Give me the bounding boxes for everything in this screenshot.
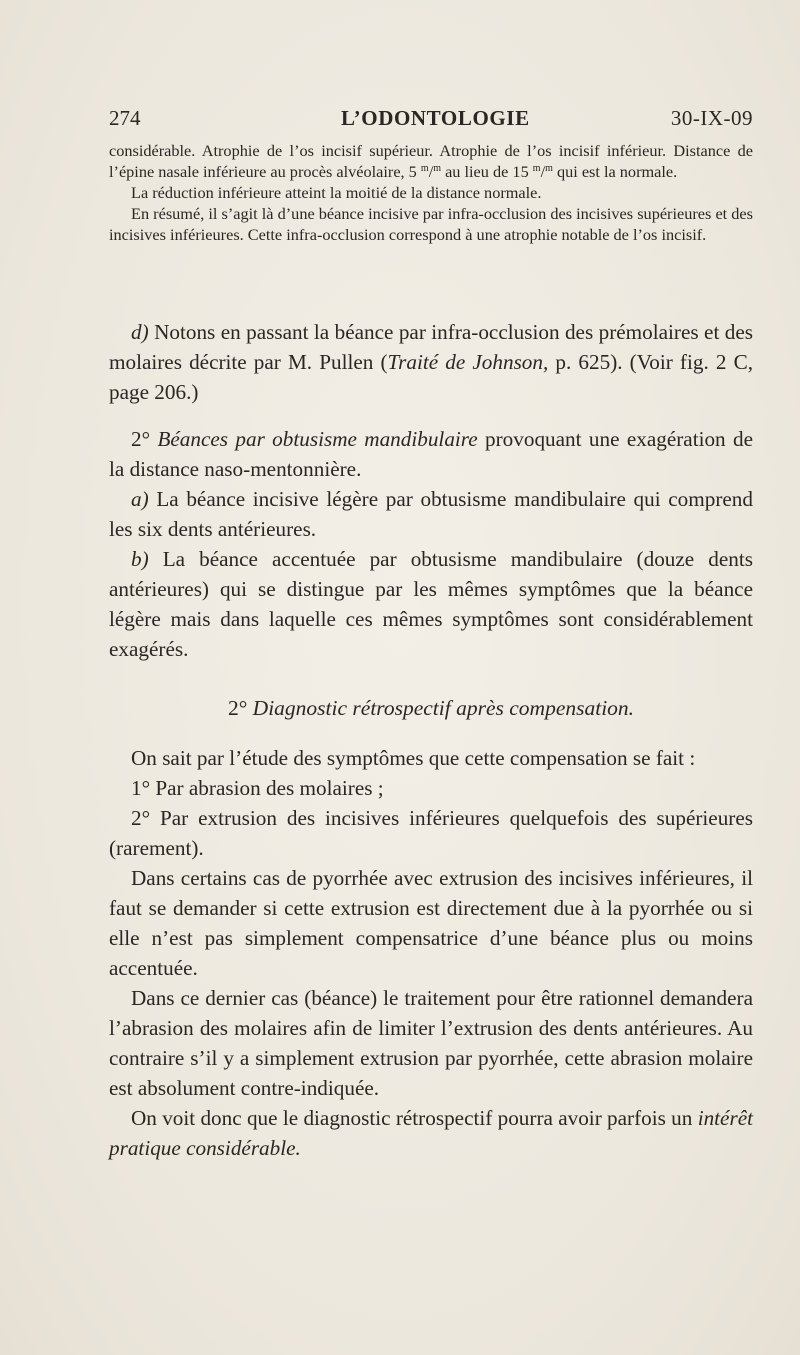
item-b: b) La béance accentuée par obtusisme mandibulaire (douze dents antérieures) qui se distingue par les mêmes symptômes que la béance légère mais dans laquelle ces mêmes symptômes sont considérablement exagérés.: [109, 547, 753, 661]
emphasis-interet: intérêt pratique considérable.: [109, 1106, 753, 1160]
item-label-d: d): [131, 320, 149, 344]
section-2-beances: 2° Béances par obtusisme mandibulaire provoquant une exagération de la distance naso-mentonnière. a) La béance incisive légère par obtusisme mandibulaire qui comprend les six dents antérieures. b) La béance accentuée par obtusisme mandibulaire (douze dents antérieures) qui se distingue par les mêmes symptômes que la béance légère mais dans laquelle ces mêmes symptômes sont considérablement exagérés.: [109, 424, 753, 664]
paragraph-reduction: La réduction inférieure atteint la moitié de la distance normale.: [131, 183, 542, 202]
journal-title: L’ODONTOLOGIE: [341, 106, 530, 130]
section-number: 2°: [131, 427, 151, 451]
list-item-1: 1° Par abrasion des molaires ;: [131, 776, 384, 800]
issue-date: 30-IX-09: [670, 106, 753, 130]
section-title: Béances par obtusisme mandibulaire: [157, 427, 478, 451]
paragraph-conclusion: On voit donc que le diagnostic rétrospectif pourra avoir parfois un intérêt pratique considérable.: [109, 1106, 753, 1160]
paragraph-atrophie: considérable. Atrophie de l’os incisif supérieur. Atrophie de l’os incisif inférieur. Distance de l’épine nasale inférieure au procès alvéolaire, 5 $^m$/$^m$ au lieu de 15 $^m$/$^m$ qui est la normale.: [109, 141, 753, 181]
reference-traite-johnson: Traité de Johnson,: [387, 350, 549, 374]
small-print-block: [109, 140, 753, 245]
item-a: a) La béance incisive légère par obtusisme mandibulaire qui comprend les six dents antérieures.: [109, 487, 753, 541]
running-header: [109, 100, 753, 136]
body-text: [109, 743, 753, 1163]
paragraph-resume: En résumé, il s’agit là d’une béance incisive par infra-occlusion des incisives supérieures et des incisives inférieures. Cette infra-occlusion correspond à une atrophie notable de l’os incisif.: [109, 204, 753, 244]
paragraph-traitement: Dans ce dernier cas (béance) le traitement pour être rationnel demandera l’abrasion des molaires afin de limiter l’extrusion des dents antérieures. Au contraire s’il y a simplement extrusion par pyorrhée, cette abrasion molaire est absolument contre-indiquée.: [109, 986, 753, 1100]
section-heading-diagnostic: 2° Diagnostic rétrospectif après compensation.: [227, 696, 635, 720]
list-item-2: 2° Par extrusion des incisives inférieures quelquefois des supérieures (rarement).: [109, 806, 753, 860]
paragraph-pyorrhee: Dans certains cas de pyorrhée avec extrusion des incisives inférieures, il faut se demander si cette extrusion est directement due à la pyorrhée ou si elle n’est pas simplement compensatrice d’une béance plus ou moins accentuée.: [109, 866, 753, 980]
section-d: d) Notons en passant la béance par infra-occlusion des prémolaires et des molaires décrite par M. Pullen (Traité de Johnson, p. 625). (Voir fig. 2 C, page 206.): [109, 320, 753, 404]
page-number: 274: [109, 106, 141, 130]
paragraph-compensation: On sait par l’étude des symptômes que cette compensation se fait :: [131, 746, 696, 770]
